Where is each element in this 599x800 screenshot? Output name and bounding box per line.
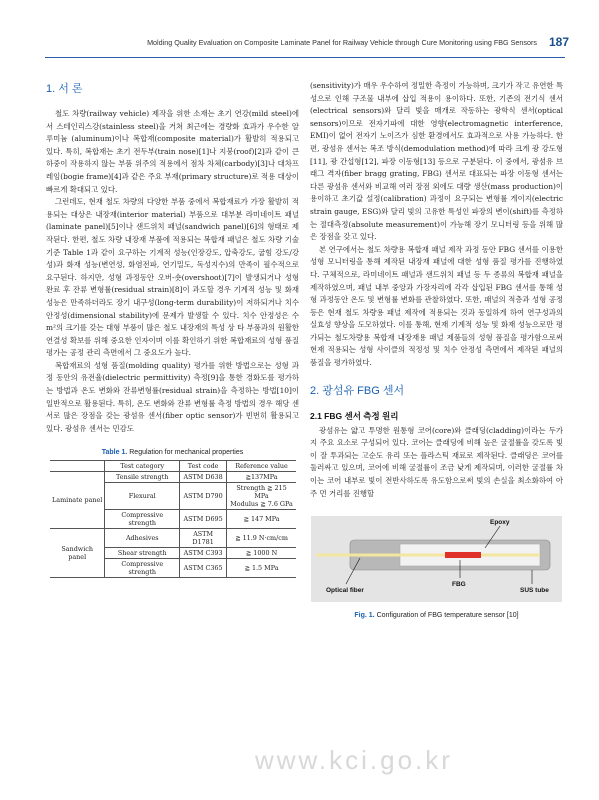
table-cell: ASTM D1781 [180,529,227,548]
right-paragraph-3: 광섬유는 얇고 투명한 원통형 코어(core)와 클래딩(cladding)이라는 두가지 주요 요소로 구성되어 있다. 코어는 클래딩에 비해 높은 굴절률을 갖도록 빛이 잘 투과되는 고순도 유리 또는 플라스틱 재료로 제작된다. 클래딩은 코어를 둘러싸고 있으며, 코어에 비해 굴절률이 조금 낮게 제작되며, 이러한 굴절률 차이는 코어 내부로 빛이 전반사하도록 유도함으로써 빛의 손실을 최소화하여 아주 먼 거리를 진행할 [310,425,563,498]
running-header [0,35,599,52]
table-cell-line: Strength ≧ 215 MPa [236,484,287,501]
table-cell: Adhesives [105,529,180,548]
table-header-category: Test category [105,461,180,472]
watermark: www.kci.go.kr [255,745,453,775]
figure-1-caption [310,612,563,619]
table-cell: Tensile strength [105,472,180,483]
table-cell: ASTM C393 [180,548,227,559]
table-cell: Compressive strength [105,510,180,529]
section-1-title: 1. 서 론 [46,83,83,95]
table-cell: ASTM D638 [180,472,227,483]
table-row [50,472,296,483]
table-header-row [50,461,296,472]
table-cell: Flexural [105,483,180,510]
table-cell: ASTM C365 [180,559,227,578]
table-cell: ASTM D695 [180,510,227,529]
table-cell: Shear strength [105,548,180,559]
table-group-laminate: Laminate panel [50,472,105,529]
table-header-code: Test code [180,461,227,472]
fbg-grating [445,552,481,558]
table-cell [227,483,296,510]
table-cell: ASTM D790 [180,483,227,510]
left-paragraph-2: 그런데도, 현재 철도 차량의 다양한 부품 중에서 복합재료가 가장 활발히 적용되는 대상은 내장재(interior material) 부품으로 대부분 라미네이트 패널(laminate panel)[5]이나 샌드위치 패널(sandwich panel)[6]의 형태로 제작된다. 한편, 철도 차량 내장재 부품에 적용되는 복합재 패널은 철도 차량 기술기준 Table 1과 같이 요구하는 기계적 성능(인장강도, 압축강도, 굽힘 강도/강성)과 화재 성능(변연성, 화염전파, 연기밀도, 독성지수)의 만족이 필수적으로 요구된다. 하지만, 성형 과정동안 오버-숏(overshoot)[7]이 발생되거나 성형 완료 후 잔류 변형률(residual strain)[8]이 과도할 경우 기계적 성능 및 화재 성능은 만족하더라도 장기 내구성(long-term durability)이 저하되거나 치수 안정성(dimensional stability)에 문제가 발생할 수 있다. 치수 안정성은 수 m²의 크기를 갖는 대형 부품이 많은 철도 내장재의 특성 상 타 부품과의 원활한 연결성 확보를 위해 중요한 인자이며 이를 확인하기 위한 복합재료의 성형 품질 평가는 공정 관리 측면에서 그 중요도가 높다. [46,197,299,358]
table-1-caption [46,449,299,456]
left-paragraph-1: 철도 차량(railway vehicle) 제작을 위한 소재는 초기 연강(mild steel)에서 스테인리스강(stainless steel)을 거쳐 최근에는 경량화 효과가 우수한 알루미늄 (aluminum)이나 복합재(composite material)가 활발히 적용되고 있다. 특히, 복합재는 초기 전두부(train nose)[1]나 지붕(roof)[2]과 같이 큰 하중이 작용하지 않는 부품 위주의 적용에서 점차 차체(carbody)[3]나 대차프레임(bogie frame)[4]과 같은 주요 부재(primary structure)로 적용 대상이 빠르게 확대되고 있다. [46,109,299,194]
figure-1 [310,506,563,620]
table-row [50,529,296,548]
table-1 [50,460,296,578]
table-cell: Compressive strength [105,559,180,578]
left-paragraph-3: 복합재료의 성형 품질(molding quality) 평가를 위한 방법으로는 성형 과정 동안의 유전율(dielectric permittivity) 측정[9]을 통한 경화도를 평가하는 방법과 온도 변화와 잔류변형률(residual strain)을 측정하는 방법[10]이 일반적으로 활용된다. 특히, 온도 변화와 잔류 변형률 측정 방법의 경우 해당 센서로 많은 장점을 갖는 광섬유 센서(fiber optic sensor)가 빈번히 활용되고 있다. 광섬유 센서는 민감도 [46,360,299,433]
fbg-sensor-diagram [310,506,563,606]
subsection-2-1-title: 2.1 FBG 센서 측정 원리 [310,410,399,421]
table-cell: ≧ 1000 N [227,548,296,559]
table-cell: ≧ 11.9 N·cm/cm [227,529,296,548]
running-title: Molding Quality Evaluation on Composite Laminate Panel for Railway Vehicle through Cure Monitoring using FBG Sensors [147,38,537,47]
right-column [310,80,563,620]
table-header-reference: Reference value [227,461,296,472]
label-sus-tube: SUS tube [520,587,549,595]
header-rule [45,57,565,58]
table-1-caption-text: Regulation for mechanical properties [127,449,244,457]
left-column [46,80,299,578]
table-header-empty [50,461,105,472]
page-number: 187 [548,35,569,49]
label-epoxy: Epoxy [490,519,510,527]
table-cell: ≧ 1.5 MPa [227,559,296,578]
label-fbg: FBG [452,581,466,589]
table-cell: ≧ 147 MPa [227,510,296,529]
section-2-title: 2. 광섬유 FBG 센서 [310,384,405,397]
table-cell-line: Modulus ≧ 7.6 GPa [230,500,293,509]
figure-1-caption-label: Fig. 1. [354,612,375,620]
label-optical-fiber: Optical fiber [326,587,364,595]
table-1-caption-label: Table 1. [101,449,128,457]
table-group-sandwich: Sandwich panel [50,529,105,578]
table-cell: ≧137MPa [227,472,296,483]
right-paragraph-1: (sensitivity)가 매우 우수하여 정밀한 측정이 가능하며, 크기가 작고 유연한 특성으로 인해 구조물 내부에 삽입 적용이 용이하다. 또한, 기존의 전기식 센서(electrical sensors)와 달리 빛을 매개로 작동하는 광학식 센서(optical sensors)이므로 전자기파에 대한 영향(electromagnetic interference, EMI)이 없어 전자기 노이즈가 심한 환경에서도 효과적으로 사용 가능하다. 한편, 광섬유 센서는 복조 방식(demodulation method)에 따라 크게 광 강도형[11], 광 간섭형[12], 파장 이동형[13] 등으로 구분된다. 이 중에서, 광섬유 브래그 격자(fiber bragg grating, FBG) 센서로 대표되는 파장 이동형 센서는 다른 광섬유 센서와 비교해 여러 장점 외에도 대량 생산(mass production)이 용이하고 초기값 설정(calibration) 과정이 요구되는 변형률 게이지(electric strain gauge, ESG)와 달리 빛의 고유한 특성인 파장의 변이(shift)를 측정하는 절대측정(absolute measurement)이 가능해 장기 모니터링 등을 위해 많은 장점을 갖고 있다. [310,81,563,242]
right-paragraph-2: 본 연구에서는 철도 차량용 복합재 패널 제작 과정 동안 FBG 센서를 이용한 성형 모니터링을 통해 제작된 내장재 패널에 대한 성형 품질 평가를 진행하였다. 구체적으로, 라미네이트 패널과 샌드위치 패널 등 두 종류의 복합재 패널을 제작하였으며, 패널 내부 중앙과 가장자리에 각각 삽입된 FBG 센서를 통해 성형 과정동안 온도 및 변형률 변화를 관찰하였다. 또한, 패널의 적층과 성형 공정 등은 현재 철도 차량용 패널 제작에 적용되는 것과 동일하게 하여 연구성과의 실효성 향상을 도모하였다. 이를 통해, 현재 기계적 성능 및 화재 성능으로만 평가되는 철도차량용 복합재 내장재용 패널 제품들의 성형 품질을 평가함으로써 현재 적용되는 성형 사이클의 적정성 및 치수 안정성 측면에서 제작된 패널의 품질을 평가하였다. [310,244,563,368]
figure-1-caption-text: Configuration of FBG temperature sensor [10] [374,612,519,620]
